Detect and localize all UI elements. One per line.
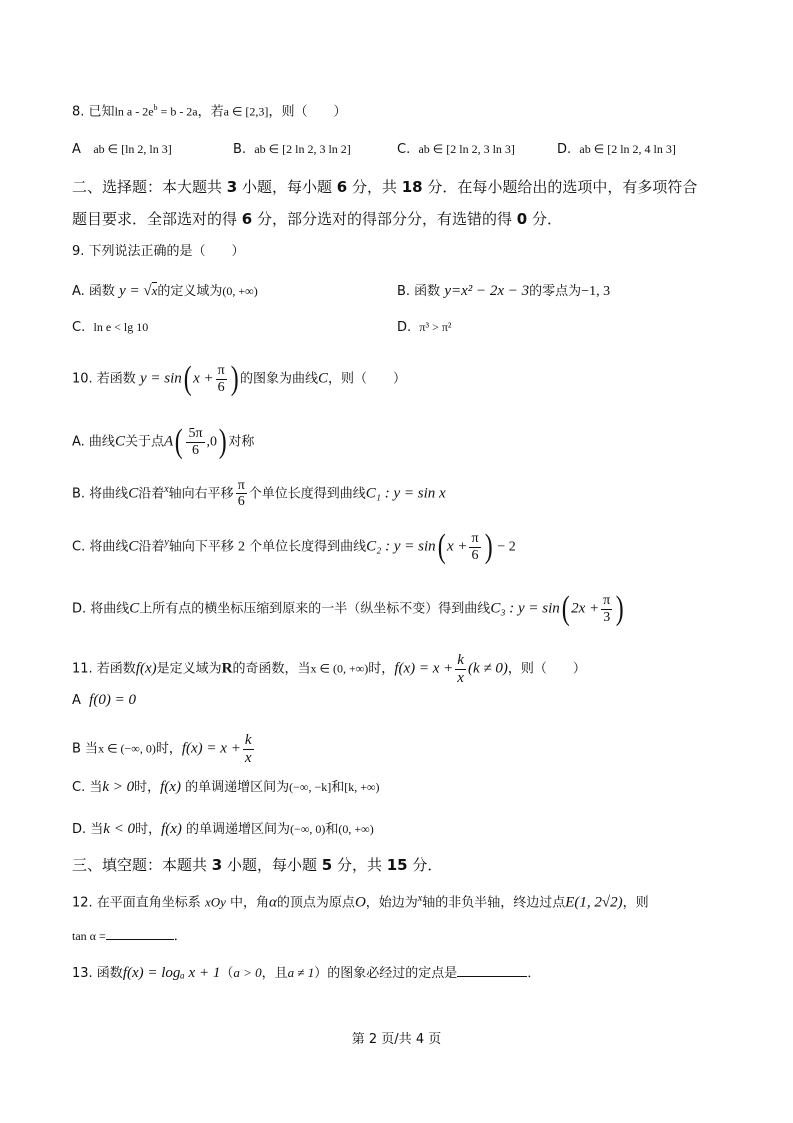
q11-stem: 11. 若函数f(x)是定义域为R的奇函数，当x ∈ (0, +∞)时，f(x) = x + $\frac{k}{x}$ (k ≠ 0)，则（ ） <box>72 652 586 686</box>
q8-option-a[interactable]: A ab ∈ [ln 2, ln 3] <box>72 142 172 157</box>
q12-answer-blank[interactable] <box>106 939 174 940</box>
q10-stem: 10. 若函数 y = sin( x + $\frac{\pi}{6}$ ) 的图象为曲线C，则（ ） <box>72 360 407 397</box>
q11-option-b[interactable]: B 当x ∈ (−∞, 0)时，f(x) = x + $\frac{k}{x}$ <box>72 732 252 766</box>
q12-stem: 12. 在平面直角坐标系 xOy 中，角α的顶点为原点O，始边为$^x$轴的非负半轴，终边过点E(1, 2√2)，则 <box>72 893 649 911</box>
q8-option-b[interactable]: B. ab ∈ [2 ln 2, 3 ln 2] <box>233 142 351 157</box>
q10-option-b[interactable]: B. 将曲线C沿着$^x$轴向右平移 $\frac{\pi}{6}$ 个单位长度得到曲线C₁ : y = sin x <box>72 478 446 510</box>
page-footer: 第 2 页/共 4 页 <box>351 1032 442 1047</box>
q10-option-c[interactable]: C. 将曲线C沿着$^y$轴向下平移 2 个单位长度得到曲线C₂ : y = sin( x + $\frac{\pi}{6}$ ) − 2 <box>72 528 516 565</box>
q13-stem: 13. 函数f(x) = logₐ x + 1（a > 0，且a ≠ 1）的图象必经过的定点是 ． <box>72 965 541 981</box>
q8-option-d[interactable]: D. ab ∈ [2 ln 2, 4 ln 3] <box>557 142 676 157</box>
q11-option-c[interactable]: C. 当k > 0时，f(x) 的单调递增区间为(−∞, −k]和[k, +∞) <box>72 779 380 795</box>
q9-option-a[interactable]: A. 函数 y = √x的定义域为(0, +∞) <box>72 283 258 299</box>
q11-option-d[interactable]: D. 当k < 0时，f(x) 的单调递增区间为(−∞, 0)和(0, +∞) <box>72 821 374 837</box>
section2-heading-line1: 二、选择题：本大题共 3 小题，每小题 6 分，共 18 分．在每小题给出的选项中，有多项符合 <box>72 178 698 196</box>
section2-heading-line2: 题目要求．全部选对的得 6 分，部分选对的得部分分，有选错的得 0 分． <box>72 210 562 228</box>
q9-stem: 9. 下列说法正确的是（ ） <box>72 244 245 259</box>
q10-option-d[interactable]: D. 将曲线C上所有点的横坐标压缩到原来的一半（纵坐标不变）得到曲线C₃ : y = sin( 2x + $\frac{\pi}{3}$ ) <box>72 590 624 627</box>
q9-option-b[interactable]: B. 函数 y=x² − 2x − 3的零点为−1, 3 <box>397 283 611 299</box>
q11-option-a[interactable]: A f(0) = 0 <box>72 692 136 708</box>
section3-heading: 三、填空题：本题共 3 小题，每小题 5 分，共 15 分． <box>72 856 443 874</box>
q8-stem: 8. 已知$\ln a - 2e^b = b - 2a$，若a ∈ [2,3]，则（ ） <box>72 103 347 120</box>
q10-option-a[interactable]: A. 曲线C关于点A( $\frac{5\pi}{6}$ ,0) 对称 <box>72 423 255 460</box>
q9-option-c[interactable]: C. ln e < lg 10 <box>72 320 149 335</box>
q8-option-c[interactable]: C. ab ∈ [2 ln 2, 3 ln 3] <box>397 142 515 157</box>
q9-option-d[interactable]: D. π³ > π² <box>397 320 452 335</box>
q13-answer-blank[interactable] <box>457 976 527 977</box>
q12-answer-line: tan α = ． <box>72 929 187 944</box>
